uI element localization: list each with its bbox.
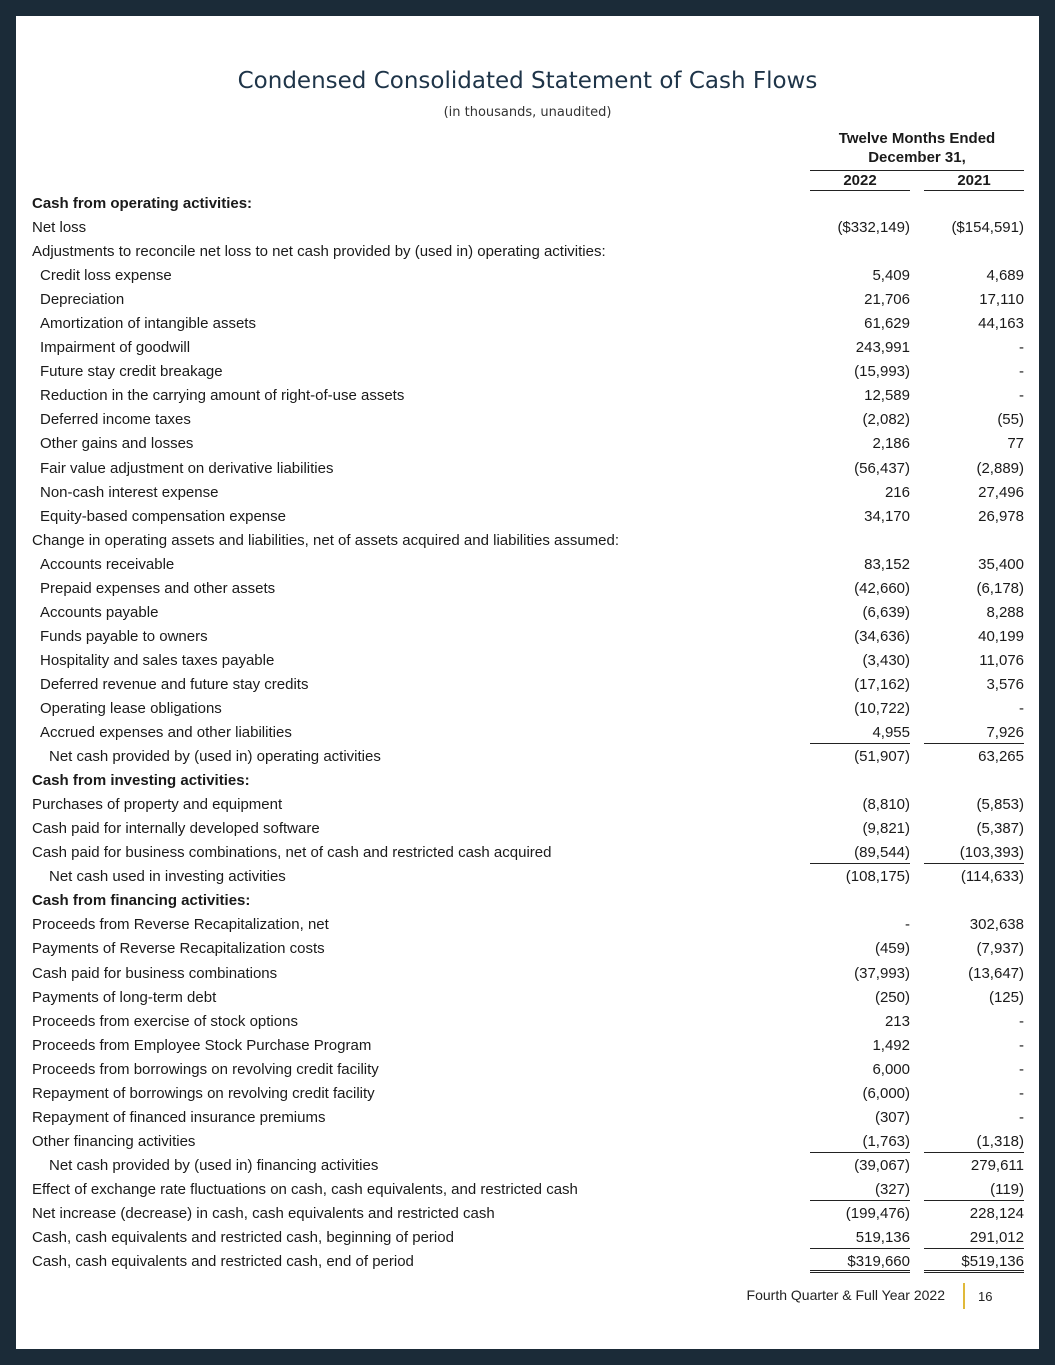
table-row <box>32 913 1024 937</box>
value-2022: (327) <box>810 1178 910 1201</box>
row-label: Cash from investing activities: <box>32 772 250 790</box>
value-2022: (459) <box>874 940 910 958</box>
table-row <box>32 1250 1024 1274</box>
table-row <box>32 1154 1024 1178</box>
value-2022: 1,492 <box>872 1036 910 1054</box>
table-row <box>32 288 1024 312</box>
value-2022: (42,660) <box>854 579 910 597</box>
value-2021 <box>924 529 1024 552</box>
value-2022 <box>810 889 910 912</box>
row-label: Deferred income taxes <box>40 411 191 429</box>
value-2021: 4,689 <box>986 267 1024 285</box>
table-row <box>32 432 1024 456</box>
footer-divider <box>963 1283 965 1309</box>
value-2021: - <box>1019 1060 1024 1078</box>
page-number: 16 <box>978 1289 993 1304</box>
value-2022: (37,993) <box>854 964 910 982</box>
value-2021: - <box>1019 363 1024 381</box>
table-row <box>32 1130 1024 1154</box>
value-2022: (6,639) <box>862 603 910 621</box>
value-2021 <box>924 240 1024 263</box>
value-2022: (51,907) <box>854 748 910 766</box>
row-label: Other gains and losses <box>40 435 194 453</box>
value-2022: (307) <box>874 1108 910 1126</box>
row-label: Equity-based compensation expense <box>40 507 286 525</box>
table-row <box>32 1202 1024 1226</box>
value-2021 <box>924 769 1024 792</box>
value-2021: (13,647) <box>968 964 1024 982</box>
table-row <box>32 336 1024 360</box>
value-2022: (15,993) <box>854 363 910 381</box>
value-2021: (6,178) <box>976 579 1024 597</box>
row-label: Cash, cash equivalents and restricted cash, beginning of period <box>32 1229 454 1247</box>
value-2021: (5,853) <box>976 796 1024 814</box>
table-row <box>32 625 1024 649</box>
value-2021: - <box>1019 1036 1024 1054</box>
value-2021: - <box>1019 339 1024 357</box>
value-2021: 11,076 <box>979 651 1024 669</box>
value-2021: (2,889) <box>976 459 1024 477</box>
row-label: Cash paid for business combinations, net of cash and restricted cash acquired <box>32 844 552 862</box>
row-label: Deferred revenue and future stay credits <box>40 675 309 693</box>
value-2021: 3,576 <box>986 675 1024 693</box>
value-2022: 34,170 <box>864 507 910 525</box>
value-2021: 17,110 <box>979 291 1024 309</box>
table-row <box>32 986 1024 1010</box>
row-label: Depreciation <box>40 291 125 309</box>
row-label: Payments of Reverse Recapitalization costs <box>32 940 325 958</box>
row-label: Amortization of intangible assets <box>40 315 256 333</box>
value-2022: 519,136 <box>810 1226 910 1249</box>
table-row <box>32 793 1024 817</box>
table-row <box>32 529 1024 553</box>
value-2021: (114,633) <box>960 868 1024 886</box>
value-2021: - <box>1019 1084 1024 1102</box>
table-row <box>32 481 1024 505</box>
row-label: Cash paid for business combinations <box>32 964 278 982</box>
table-row <box>32 721 1024 745</box>
row-label: Accounts receivable <box>40 555 175 573</box>
table-row <box>32 1058 1024 1082</box>
table-row <box>32 649 1024 673</box>
value-2021: 228,124 <box>969 1204 1024 1222</box>
value-2021 <box>924 889 1024 912</box>
table-row <box>32 937 1024 961</box>
row-label: Impairment of goodwill <box>40 339 191 357</box>
row-label: Net cash provided by (used in) financing activities <box>49 1156 379 1174</box>
value-2021: 302,638 <box>969 916 1024 934</box>
row-label: Fair value adjustment on derivative liabilities <box>40 459 334 477</box>
row-label: Credit loss expense <box>40 267 172 285</box>
row-label: Other financing activities <box>32 1132 196 1150</box>
row-label: Cash from operating activities: <box>32 195 253 212</box>
row-label: Net loss <box>32 219 87 237</box>
value-2021: (1,318) <box>924 1130 1024 1153</box>
row-label: Payments of long-term debt <box>32 988 217 1006</box>
value-2021: 26,978 <box>978 507 1024 525</box>
value-2022: (34,636) <box>854 627 910 645</box>
table-row <box>32 457 1024 481</box>
value-2021: 40,199 <box>978 627 1024 645</box>
table-row <box>32 1226 1024 1250</box>
table-row <box>32 577 1024 601</box>
value-2021: 35,400 <box>978 555 1024 573</box>
table-row <box>32 601 1024 625</box>
table-row <box>32 1106 1024 1130</box>
value-2021: (7,937) <box>976 940 1024 958</box>
page-subtitle: (in thousands, unaudited) <box>443 105 612 120</box>
table-row <box>32 1178 1024 1202</box>
value-2022: (3,430) <box>862 651 910 669</box>
value-2022: (9,821) <box>862 820 910 838</box>
value-2021: (5,387) <box>976 820 1024 838</box>
document-page <box>16 16 1039 1349</box>
table-row <box>32 553 1024 577</box>
row-label: Purchases of property and equipment <box>32 796 283 814</box>
value-2022 <box>810 192 910 215</box>
value-2022: (8,810) <box>862 796 910 814</box>
value-2021: - <box>1019 1108 1024 1126</box>
value-2022: (56,437) <box>854 459 910 477</box>
row-label: Net cash provided by (used in) operating activities <box>49 748 381 766</box>
page-title: Condensed Consolidated Statement of Cash Flows <box>237 68 818 94</box>
section-heading-row <box>32 889 1024 913</box>
value-2021: 291,012 <box>924 1226 1024 1249</box>
table-row <box>32 817 1024 841</box>
table-row <box>32 408 1024 432</box>
value-2022: $319,660 <box>810 1250 910 1273</box>
table-row <box>32 962 1024 986</box>
row-label: Repayment of financed insurance premiums <box>32 1108 326 1126</box>
value-2021 <box>924 192 1024 215</box>
table-row <box>32 1082 1024 1106</box>
value-2021: (119) <box>924 1178 1024 1201</box>
row-label: Repayment of borrowings on revolving credit facility <box>32 1084 375 1102</box>
period-header: Twelve Months Ended December 31, <box>838 130 996 166</box>
row-label: Operating lease obligations <box>40 699 222 717</box>
value-2021: - <box>1019 699 1024 717</box>
value-2021: - <box>1019 387 1024 405</box>
value-2022: (39,067) <box>854 1156 910 1174</box>
value-2021: 63,265 <box>978 748 1024 766</box>
row-label: Hospitality and sales taxes payable <box>40 651 275 669</box>
value-2021: 8,288 <box>986 603 1024 621</box>
table-row <box>32 505 1024 529</box>
section-heading-row <box>32 769 1024 793</box>
table-row <box>32 264 1024 288</box>
row-label: Proceeds from exercise of stock options <box>32 1012 298 1030</box>
value-2021: (103,393) <box>924 841 1024 864</box>
row-label: Cash paid for internally developed software <box>32 820 320 838</box>
value-2022 <box>810 769 910 792</box>
value-2022: (89,544) <box>810 841 910 864</box>
value-2022: 4,955 <box>810 721 910 744</box>
column-header-2021: 2021 <box>924 171 1024 191</box>
table-row <box>32 865 1024 889</box>
row-label: Cash, cash equivalents and restricted cash, end of period <box>32 1253 414 1271</box>
column-header-2022: 2022 <box>810 171 910 191</box>
row-label: Adjustments to reconcile net loss to net cash provided by (used in) operating activities: <box>32 243 606 261</box>
value-2021: $519,136 <box>924 1250 1024 1273</box>
value-2022 <box>810 529 910 552</box>
row-label: Accrued expenses and other liabilities <box>40 724 292 742</box>
value-2022: (108,175) <box>845 868 910 886</box>
cash-flow-table <box>32 192 1024 1274</box>
value-2021: 27,496 <box>978 483 1024 501</box>
table-row <box>32 312 1024 336</box>
value-2022: (1,763) <box>810 1130 910 1153</box>
value-2022: (10,722) <box>854 699 910 717</box>
value-2021: - <box>1019 1012 1024 1030</box>
row-label: Net increase (decrease) in cash, cash equivalents and restricted cash <box>32 1204 495 1222</box>
value-2022: 213 <box>884 1012 910 1030</box>
table-row <box>32 745 1024 769</box>
value-2021: 77 <box>1007 435 1024 453</box>
table-row <box>32 360 1024 384</box>
value-2022: 21,706 <box>864 291 910 309</box>
value-2022: 216 <box>884 483 910 501</box>
row-label: Reduction in the carrying amount of right-of-use assets <box>40 387 405 405</box>
table-row <box>32 1034 1024 1058</box>
row-label: Proceeds from borrowings on revolving credit facility <box>32 1060 379 1078</box>
row-label: Proceeds from Reverse Recapitalization, net <box>32 916 329 934</box>
table-row <box>32 1010 1024 1034</box>
row-label: Proceeds from Employee Stock Purchase Program <box>32 1036 372 1054</box>
value-2021: ($154,591) <box>951 219 1024 237</box>
row-label: Prepaid expenses and other assets <box>40 579 276 597</box>
value-2022: 5,409 <box>872 267 910 285</box>
value-2022 <box>810 240 910 263</box>
value-2022: 83,152 <box>864 555 910 573</box>
table-row <box>32 216 1024 240</box>
table-row <box>32 240 1024 264</box>
row-label: Non-cash interest expense <box>40 483 219 501</box>
row-label: Funds payable to owners <box>40 627 208 645</box>
value-2022: 2,186 <box>872 435 910 453</box>
row-label: Change in operating assets and liabilities, net of assets acquired and liabilities assumed: <box>32 531 620 549</box>
value-2022: (17,162) <box>854 675 910 693</box>
value-2022: (250) <box>874 988 910 1006</box>
section-heading-row <box>32 192 1024 216</box>
value-2022: ($332,149) <box>837 219 910 237</box>
row-label: Cash from financing activities: <box>32 892 251 910</box>
value-2022: 61,629 <box>864 315 910 333</box>
table-row <box>32 697 1024 721</box>
value-2021: (125) <box>988 988 1024 1006</box>
table-row <box>32 384 1024 408</box>
value-2021: 279,611 <box>970 1156 1024 1174</box>
value-2022: (2,082) <box>862 411 910 429</box>
row-label: Net cash used in investing activities <box>49 868 286 886</box>
value-2022: 6,000 <box>872 1060 910 1078</box>
value-2022: (6,000) <box>862 1084 910 1102</box>
row-label: Accounts payable <box>40 603 159 621</box>
row-label: Effect of exchange rate fluctuations on cash, cash equivalents, and restricted cash <box>32 1180 578 1198</box>
table-row <box>32 841 1024 865</box>
row-label: Future stay credit breakage <box>40 363 223 381</box>
value-2022: 243,991 <box>855 339 910 357</box>
value-2021: 44,163 <box>978 315 1024 333</box>
value-2021: (55) <box>997 411 1024 429</box>
value-2022: 12,589 <box>864 387 910 405</box>
footer-text: Fourth Quarter & Full Year 2022 <box>746 1287 945 1303</box>
value-2022: - <box>905 916 910 934</box>
value-2021: 7,926 <box>924 721 1024 744</box>
table-row <box>32 673 1024 697</box>
value-2022: (199,476) <box>845 1204 910 1222</box>
